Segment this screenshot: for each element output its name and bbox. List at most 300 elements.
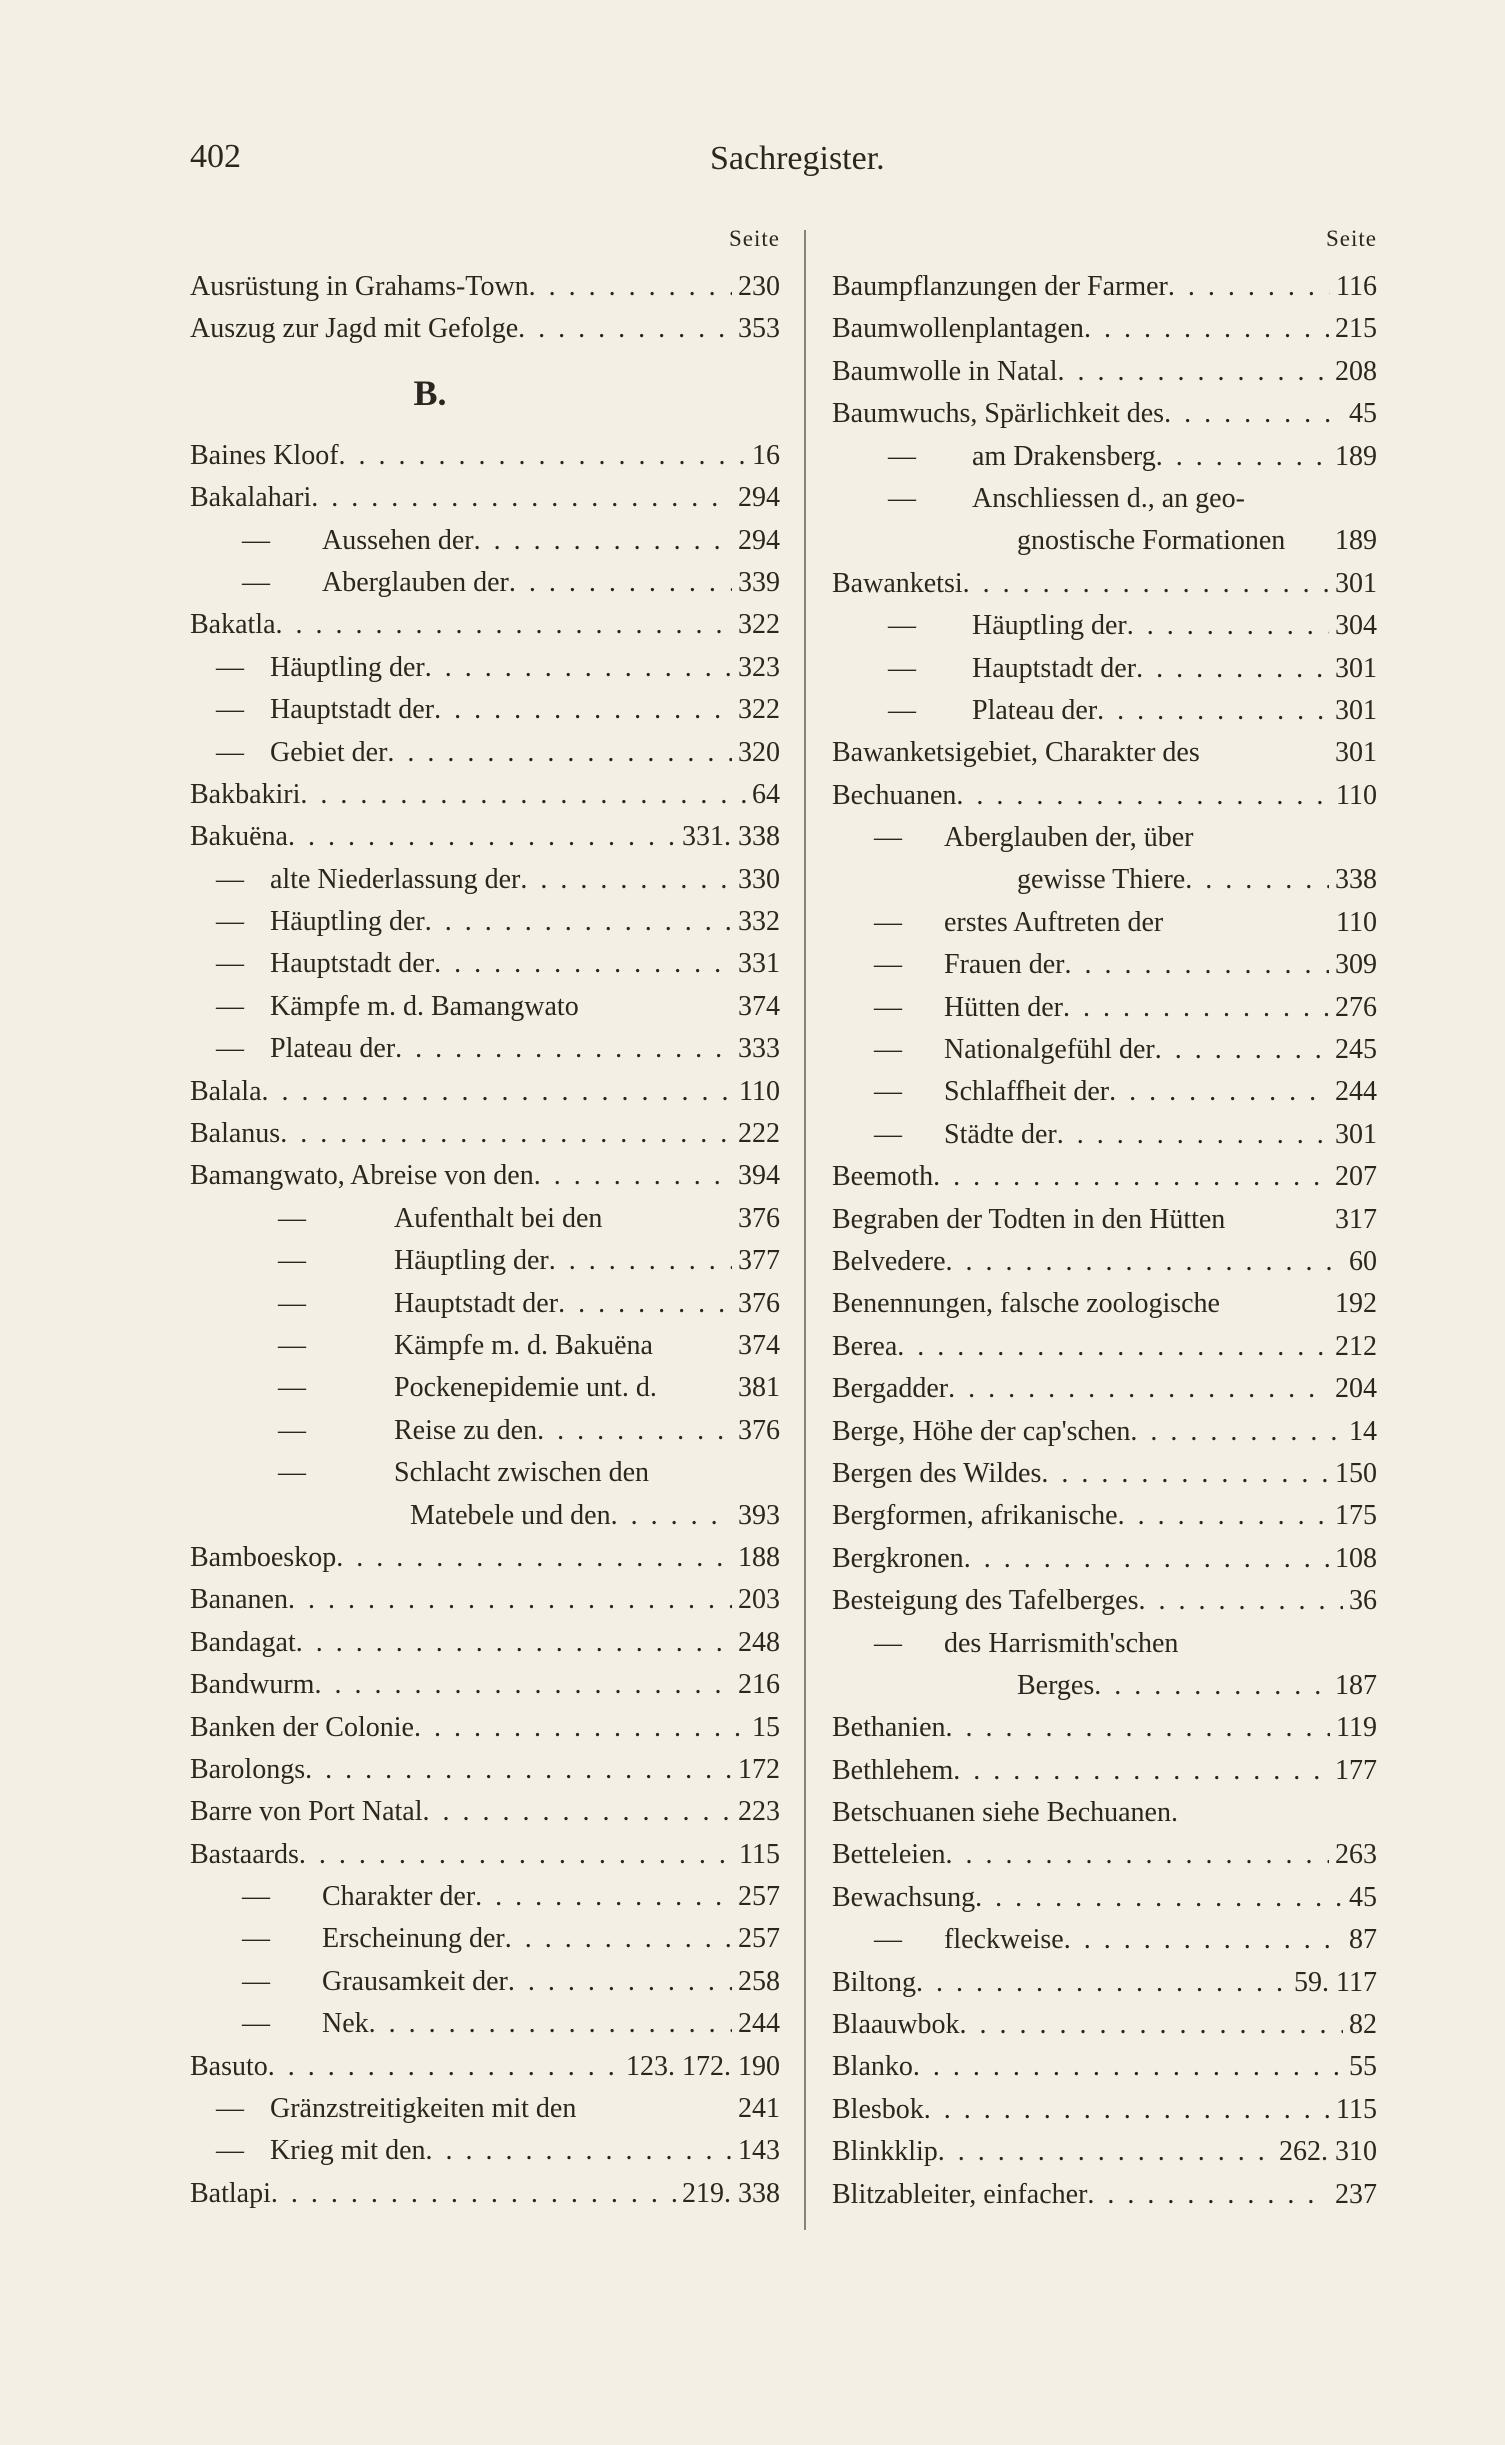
dot-leader xyxy=(964,1538,1329,1580)
index-entry xyxy=(832,1114,1377,1156)
dot-leader xyxy=(933,1156,1329,1198)
entry-page-ref: 320 xyxy=(738,736,780,768)
entry-term: Schlaffheit der xyxy=(944,1076,1110,1108)
index-entry xyxy=(832,1623,1377,1665)
entry-term: Hauptstadt der xyxy=(972,652,1137,684)
entry-page-ref: 150 xyxy=(1335,1457,1377,1489)
entry-term: Batlapi xyxy=(190,2177,271,2209)
index-entry xyxy=(190,986,780,1028)
dot-leader xyxy=(946,1241,1344,1283)
entry-page-ref: 301 xyxy=(1335,694,1377,726)
dot-leader xyxy=(262,1071,734,1113)
entry-term: Blitzableiter, einfacher xyxy=(832,2178,1088,2210)
entry-dash: — xyxy=(216,863,244,895)
entry-term: Nationalgefühl der xyxy=(944,1034,1155,1066)
entry-dash: — xyxy=(278,1202,306,1234)
entry-term: Bergformen, afrikanische xyxy=(832,1500,1118,1532)
entry-page-ref: 381 xyxy=(738,1372,780,1404)
index-entry xyxy=(832,1962,1377,2004)
entry-dash: — xyxy=(216,651,244,683)
entry-page-ref: 374 xyxy=(738,990,780,1022)
entry-page-ref: 172 xyxy=(738,1753,780,1785)
entry-dash: — xyxy=(242,566,270,598)
entry-term: Auszug zur Jagd mit Gefolge xyxy=(190,313,519,345)
entry-page-ref: 15 xyxy=(752,1711,780,1743)
entry-page-ref: 216 xyxy=(738,1669,780,1701)
dot-leader xyxy=(296,1622,732,1664)
entry-term: Bakalahari xyxy=(190,482,312,514)
entry-term: Bandwurm xyxy=(190,1669,315,1701)
entry-dash: — xyxy=(874,1924,902,1956)
dot-leader xyxy=(1136,648,1329,690)
entry-page-ref: 257 xyxy=(738,1923,780,1955)
entry-page-ref: 263 xyxy=(1335,1839,1377,1871)
entry-term: Pockenepidemie unt. d. xyxy=(394,1372,657,1404)
entry-dash: — xyxy=(278,1329,306,1361)
entry-term: Häuptling der xyxy=(270,651,425,683)
entry-dash: — xyxy=(216,948,244,980)
entry-page-ref: 55 xyxy=(1349,2051,1377,2083)
entry-term: Häuptling der xyxy=(972,610,1127,642)
entry-term: Bakuëna xyxy=(190,821,288,853)
entry-term: Blaauwbok xyxy=(832,2009,960,2041)
index-entry xyxy=(832,266,1377,308)
entry-page-ref: 175 xyxy=(1335,1500,1377,1532)
entry-page-ref: 215 xyxy=(1335,313,1377,345)
index-entry xyxy=(832,1834,1377,1876)
index-entry xyxy=(190,1834,780,1876)
entry-page-ref: 304 xyxy=(1335,610,1377,642)
entry-term: Frauen der xyxy=(944,949,1065,981)
index-entry xyxy=(832,2089,1377,2131)
entry-dash: — xyxy=(888,482,916,514)
index-entry xyxy=(190,816,780,858)
index-entry xyxy=(190,1664,780,1706)
index-entry xyxy=(190,562,780,604)
entry-page-ref: 36 xyxy=(1349,1585,1377,1617)
entry-page-ref: 230 xyxy=(738,271,780,302)
entry-page-ref: 301 xyxy=(1335,1118,1377,1150)
dot-leader xyxy=(916,1962,1288,2004)
dot-leader xyxy=(509,562,732,604)
index-entry xyxy=(832,817,1377,859)
dot-leader xyxy=(1130,1411,1343,1453)
entry-term: Baumwollenplantagen xyxy=(832,313,1084,345)
left-index-list xyxy=(190,266,780,2215)
entry-term: Ausrüstung in Grahams-Town xyxy=(190,271,529,302)
entry-page-ref: 258 xyxy=(738,1965,780,1997)
entry-term: Häuptling der xyxy=(394,1245,549,1277)
dot-leader xyxy=(520,859,732,901)
index-entry xyxy=(832,1538,1377,1580)
entry-page-ref: 219. 338 xyxy=(682,2177,780,2209)
dot-leader xyxy=(276,604,732,646)
index-entry xyxy=(832,690,1377,732)
entry-page-ref: 245 xyxy=(1335,1034,1377,1066)
entry-page-ref: 189 xyxy=(1335,440,1377,472)
entry-page-ref: 204 xyxy=(1335,1373,1377,1405)
entry-page-ref: 322 xyxy=(738,609,780,641)
entry-page-ref: 331. 338 xyxy=(682,821,780,853)
entry-dash: — xyxy=(278,1414,306,1446)
dot-leader xyxy=(508,1961,732,2003)
entry-page-ref: 301 xyxy=(1335,567,1377,599)
dot-leader xyxy=(924,2089,1330,2131)
index-entry xyxy=(832,351,1377,393)
index-entry xyxy=(832,1750,1377,1792)
index-entry xyxy=(190,1452,780,1494)
entry-term: Bakbakiri xyxy=(190,778,301,810)
dot-leader xyxy=(1094,1665,1329,1707)
dot-leader xyxy=(1065,944,1329,986)
entry-page-ref: 294 xyxy=(738,524,780,556)
entry-dash: — xyxy=(278,1287,306,1319)
entry-dash: — xyxy=(888,610,916,642)
index-entry xyxy=(190,647,780,689)
index-entry xyxy=(190,1622,780,1664)
index-entry xyxy=(832,563,1377,605)
entry-term: Kämpfe m. d. Bamangwato xyxy=(270,990,579,1022)
dot-leader xyxy=(1097,690,1329,732)
dot-leader xyxy=(1164,393,1343,435)
entry-term: Bakatla xyxy=(190,609,276,641)
dot-leader xyxy=(946,1707,1331,1749)
entry-term: Anschliessen d., an geo- xyxy=(972,482,1245,514)
index-entry xyxy=(190,308,780,350)
entry-page-ref: 60 xyxy=(1349,1245,1377,1277)
dot-leader xyxy=(434,943,732,985)
index-entry xyxy=(190,2003,780,2045)
entry-term: Barre von Port Natal xyxy=(190,1796,423,1828)
entry-page-ref: 187 xyxy=(1335,1669,1377,1701)
entry-dash: — xyxy=(888,652,916,684)
entry-page-ref: 376 xyxy=(738,1287,780,1319)
entry-term: Besteigung des Tafelberges xyxy=(832,1585,1139,1617)
index-entry xyxy=(832,648,1377,690)
entry-term: Bamboeskop xyxy=(190,1541,337,1573)
dot-leader xyxy=(975,1877,1343,1919)
index-entry xyxy=(832,1495,1377,1537)
entry-dash: — xyxy=(874,991,902,1023)
index-entry xyxy=(190,1240,780,1282)
dot-leader xyxy=(1138,1580,1343,1622)
entry-term: Hütten der xyxy=(944,991,1063,1023)
dot-leader xyxy=(425,647,732,689)
left-column xyxy=(190,226,780,2215)
index-entry xyxy=(832,1368,1377,1410)
index-entry xyxy=(190,2173,780,2215)
dot-leader xyxy=(305,1749,732,1791)
index-entry xyxy=(832,1326,1377,1368)
entry-page-ref: 64 xyxy=(752,778,780,810)
dot-leader xyxy=(434,689,732,731)
entry-term: Bastaards xyxy=(190,1838,299,1870)
dot-leader xyxy=(1156,436,1329,478)
entry-term: gewisse Thiere xyxy=(1017,864,1186,896)
entry-dash: — xyxy=(216,906,244,938)
entry-dash: — xyxy=(874,822,902,854)
dot-leader xyxy=(1064,1919,1343,1961)
index-entry xyxy=(190,1283,780,1325)
entry-dash: — xyxy=(216,1033,244,1065)
dot-leader xyxy=(300,774,746,816)
index-entry xyxy=(832,732,1377,774)
entry-dash: — xyxy=(278,1245,306,1277)
entry-term: Berge, Höhe der cap'schen xyxy=(832,1415,1131,1447)
entry-term: Blanko xyxy=(832,2051,913,2083)
dot-leader xyxy=(537,1410,732,1452)
entry-page-ref: 353 xyxy=(738,313,780,345)
dot-leader xyxy=(314,1664,732,1706)
entry-term: Bergkronen xyxy=(832,1542,964,1574)
index-entry xyxy=(190,859,780,901)
entry-page-ref: 207 xyxy=(1335,1161,1377,1193)
entry-page-ref: 276 xyxy=(1335,991,1377,1023)
entry-page-ref: 244 xyxy=(738,2008,780,2040)
dot-leader xyxy=(960,2004,1343,2046)
index-entry xyxy=(190,1113,780,1155)
entry-page-ref: 203 xyxy=(738,1584,780,1616)
index-entry xyxy=(832,393,1377,435)
index-entry xyxy=(190,1071,780,1113)
index-entry xyxy=(190,1579,780,1621)
index-entry xyxy=(832,1156,1377,1198)
column-divider xyxy=(804,230,806,2230)
index-entry xyxy=(190,1028,780,1070)
entry-term: Blinkklip xyxy=(832,2136,938,2168)
entry-dash: — xyxy=(874,949,902,981)
entry-term: Barolongs xyxy=(190,1753,306,1785)
entry-page-ref: 248 xyxy=(738,1626,780,1658)
dot-leader xyxy=(475,1876,732,1918)
dot-leader xyxy=(938,2131,1273,2173)
entry-term: am Drakensberg xyxy=(972,440,1156,472)
index-entry xyxy=(190,435,780,477)
index-entry xyxy=(190,2088,780,2130)
index-entry xyxy=(832,1283,1377,1325)
entry-term: Belvedere xyxy=(832,1245,946,1277)
dot-leader xyxy=(1063,987,1329,1029)
entry-term: Aufenthalt bei den xyxy=(394,1202,603,1234)
entry-page-ref: 323 xyxy=(738,651,780,683)
index-entry xyxy=(832,2174,1377,2216)
index-entry xyxy=(832,436,1377,478)
entry-term: Aberglauben der, über xyxy=(944,822,1194,854)
index-entry xyxy=(832,478,1377,520)
entry-page-ref: 45 xyxy=(1349,398,1377,430)
entry-term: Krieg mit den xyxy=(270,2135,426,2167)
index-entry xyxy=(190,1961,780,2003)
entry-dash: — xyxy=(874,1627,902,1659)
right-column xyxy=(832,226,1377,2216)
dot-leader xyxy=(311,477,732,519)
dot-leader xyxy=(529,266,732,308)
entry-page-ref: 82 xyxy=(1349,2009,1377,2041)
entry-page-ref: 188 xyxy=(738,1541,780,1573)
entry-dash: — xyxy=(216,990,244,1022)
entry-term: alte Niederlassung der xyxy=(270,863,521,895)
dot-leader xyxy=(897,1326,1329,1368)
entry-term: Bawanketsi xyxy=(832,567,963,599)
entry-term: Grausamkeit der xyxy=(322,1965,508,1997)
entry-page-ref: 208 xyxy=(1335,355,1377,387)
index-entry xyxy=(190,901,780,943)
index-entry xyxy=(190,520,780,562)
entry-term: Schlacht zwischen den xyxy=(394,1457,650,1489)
dot-leader xyxy=(948,1368,1329,1410)
entry-page-ref: 192 xyxy=(1335,1288,1377,1320)
entry-page-ref: 177 xyxy=(1335,1754,1377,1786)
index-entry xyxy=(190,1198,780,1240)
entry-term: Bechuanen xyxy=(832,779,957,811)
entry-term: Bergen des Wildes xyxy=(832,1457,1042,1489)
entry-page-ref: 212 xyxy=(1335,1330,1377,1362)
entry-page-ref: 374 xyxy=(738,1329,780,1361)
index-entry xyxy=(832,1707,1377,1749)
entry-page-ref: 257 xyxy=(738,1881,780,1913)
index-entry xyxy=(190,732,780,774)
dot-leader xyxy=(518,308,732,350)
entry-page-ref: 376 xyxy=(738,1202,780,1234)
dot-leader xyxy=(474,520,732,562)
entry-dash: — xyxy=(242,1965,270,1997)
dot-leader xyxy=(268,2046,620,2088)
dot-leader xyxy=(558,1283,732,1325)
dot-leader xyxy=(505,1918,732,1960)
entry-term: Matebele und den xyxy=(410,1499,611,1531)
index-entry xyxy=(190,1495,780,1537)
entry-page-ref: 143 xyxy=(738,2135,780,2167)
index-entry xyxy=(832,2131,1377,2173)
entry-page-ref: 115 xyxy=(1336,2093,1377,2125)
entry-page-ref: 45 xyxy=(1349,1881,1377,1913)
entry-page-ref: 123. 172. 190 xyxy=(626,2050,780,2082)
entry-term: des Harrismith'schen xyxy=(944,1627,1179,1659)
entry-term: Charakter der xyxy=(322,1881,476,1913)
entry-page-ref: 338 xyxy=(1335,864,1377,896)
entry-page-ref: 339 xyxy=(738,566,780,598)
index-entry xyxy=(832,1665,1377,1707)
entry-dash: — xyxy=(888,440,916,472)
dot-leader xyxy=(1127,605,1329,647)
entry-term: Biltong xyxy=(832,1966,917,1998)
entry-dash: — xyxy=(242,1881,270,1913)
entry-term: Bawanketsigebiet, Charakter des xyxy=(832,737,1200,769)
entry-dash: — xyxy=(216,2093,244,2125)
index-entry xyxy=(190,689,780,731)
entry-dash: — xyxy=(278,1372,306,1404)
entry-term: Bewachsung xyxy=(832,1881,976,1913)
entry-term: Städte der xyxy=(944,1118,1057,1150)
entry-term: Kämpfe m. d. Bakuëna xyxy=(394,1329,653,1361)
dot-leader xyxy=(1109,1071,1329,1113)
dot-leader xyxy=(1058,351,1329,393)
dot-leader xyxy=(963,563,1329,605)
index-entry xyxy=(832,1411,1377,1453)
entry-term: Bamangwato, Abreise von den xyxy=(190,1160,534,1192)
entry-term: Baumpflanzungen der Farmer xyxy=(832,271,1168,302)
index-entry xyxy=(190,1537,780,1579)
index-entry xyxy=(190,2130,780,2172)
entry-page-ref: 333 xyxy=(738,1033,780,1065)
entry-dash: — xyxy=(216,694,244,726)
entry-page-ref: 393 xyxy=(738,1499,780,1531)
index-entry xyxy=(832,1792,1377,1834)
entry-page-ref: 244 xyxy=(1335,1076,1377,1108)
dot-leader xyxy=(1155,1029,1329,1071)
entry-term: Balanus xyxy=(190,1118,281,1150)
index-entry xyxy=(832,1241,1377,1283)
entry-dash: — xyxy=(242,2008,270,2040)
index-entry xyxy=(190,2046,780,2088)
page-header xyxy=(190,138,1340,198)
entry-term: Gebiet der xyxy=(270,736,388,768)
entry-dash: — xyxy=(874,906,902,938)
section-heading: B. xyxy=(413,372,447,413)
entry-term: gnostische Formationen xyxy=(1017,525,1286,557)
entry-term: Plateau der xyxy=(972,694,1098,726)
entry-term: Bananen xyxy=(190,1584,288,1616)
entry-page-ref: 301 xyxy=(1335,652,1377,684)
index-entry xyxy=(190,774,780,816)
entry-term: fleckweise xyxy=(944,1924,1064,1956)
entry-term: Gränzstreitigkeiten mit den xyxy=(270,2093,577,2125)
entry-page-ref: 110 xyxy=(1336,906,1377,938)
right-index-list xyxy=(832,266,1377,2216)
entry-page-ref: 189 xyxy=(1335,525,1377,557)
entry-page-ref: 331 xyxy=(738,948,780,980)
dot-leader xyxy=(1168,266,1330,308)
entry-dash: — xyxy=(874,1076,902,1108)
index-entry xyxy=(832,1453,1377,1495)
dot-leader xyxy=(288,816,676,858)
entry-term: Begraben der Todten in den Hütten xyxy=(832,1203,1226,1235)
entry-page-ref: 16 xyxy=(752,439,780,471)
entry-page-ref: 241 xyxy=(738,2093,780,2125)
dot-leader xyxy=(280,1113,732,1155)
index-entry xyxy=(832,2046,1377,2088)
entry-dash: — xyxy=(242,524,270,556)
entry-dash: — xyxy=(874,1118,902,1150)
dot-leader xyxy=(953,1750,1329,1792)
entry-term: Plateau der xyxy=(270,1033,396,1065)
entry-page-ref: 377 xyxy=(738,1245,780,1277)
dot-leader xyxy=(946,1834,1329,1876)
entry-term: Basuto xyxy=(190,2050,268,2082)
entry-page-ref: 116 xyxy=(1336,271,1377,302)
entry-term: Balala xyxy=(190,1075,262,1107)
entry-term: Erscheinung der xyxy=(322,1923,505,1955)
entry-term: Aussehen der xyxy=(322,524,474,556)
dot-leader xyxy=(387,732,732,774)
entry-page-ref: 115 xyxy=(739,1838,780,1870)
index-entry xyxy=(832,987,1377,1029)
entry-term: Bethlehem xyxy=(832,1754,954,1786)
entry-term: Baumwuchs, Spärlichkeit des xyxy=(832,398,1165,430)
dot-leader xyxy=(271,2173,676,2215)
index-entry xyxy=(832,520,1377,562)
entry-term: Benennungen, falsche zoologische xyxy=(832,1288,1220,1320)
entry-term: Baines Kloof xyxy=(190,439,339,471)
entry-term: Bergadder xyxy=(832,1373,949,1405)
index-entry xyxy=(832,1877,1377,1919)
dot-leader xyxy=(423,1791,733,1833)
entry-term: Reise zu den xyxy=(394,1414,538,1446)
seite-label-right: Seite xyxy=(1326,226,1377,251)
index-entry xyxy=(190,1325,780,1367)
index-entry xyxy=(190,1707,780,1749)
entry-term: Beemoth xyxy=(832,1161,934,1193)
